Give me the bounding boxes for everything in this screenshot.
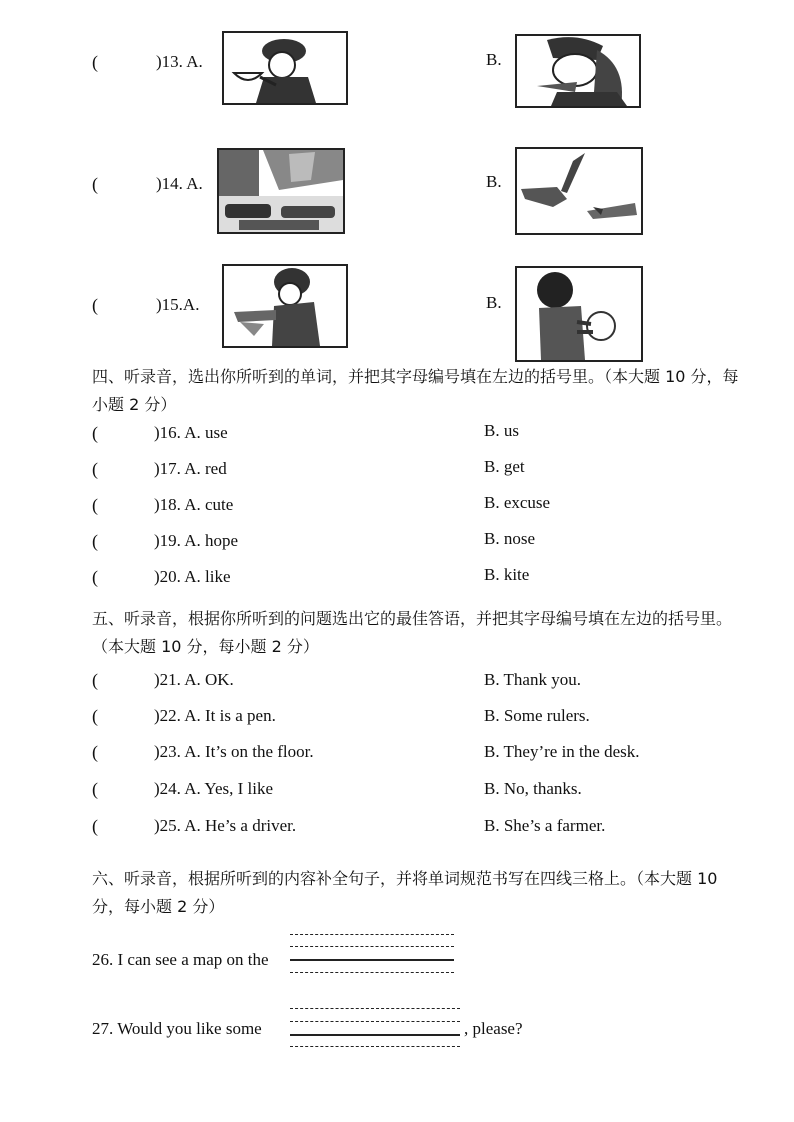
answer-paren[interactable]: ( (92, 670, 98, 690)
option-b: B. get (484, 457, 525, 476)
answer-paren[interactable]: ( (92, 495, 98, 515)
answer-paren[interactable]: ( (92, 816, 98, 836)
question-number: )14. A. (156, 174, 203, 193)
answer-paren[interactable]: ( (92, 531, 98, 551)
option-b: B. excuse (484, 493, 551, 512)
option-a: )24. A. Yes, I like (154, 779, 274, 798)
child-washing-face-image (517, 36, 639, 106)
option-a: )20. A. like (154, 567, 231, 586)
option-a-picture[interactable] (217, 148, 345, 234)
option-a: )16. A. use (154, 423, 228, 442)
option-b: B. Thank you. (484, 670, 581, 689)
answer-paren[interactable]: ( (92, 423, 98, 443)
grid-line (290, 946, 454, 947)
option-b-label: B. (486, 293, 502, 312)
option-b: B. No, thanks. (484, 779, 582, 798)
answer-paren[interactable]: ( (92, 52, 98, 72)
child-eating-image (224, 33, 346, 103)
answer-paren[interactable]: ( (92, 742, 98, 762)
four-line-grid-26[interactable] (290, 934, 454, 978)
grid-line (290, 972, 454, 973)
option-b: B. us (484, 421, 519, 440)
option-b: B. She’s a farmer. (484, 816, 606, 835)
option-b-label: B. (486, 172, 502, 191)
option-b: B. They’re in the desk. (484, 742, 640, 761)
question-number: )13. A. (156, 52, 203, 71)
section-5-title: 五、听录音，根据你所听到的问题选出它的最佳答语，并把其字母编号填在左边的括号里。（本大题 10 分，每小题 2 分） (92, 609, 733, 656)
option-b: B. Some rulers. (484, 706, 590, 725)
option-b-label: B. (486, 50, 502, 69)
option-a: )21. A. OK. (154, 670, 234, 689)
option-a: )18. A. cute (154, 495, 234, 514)
answer-paren[interactable]: ( (92, 706, 98, 726)
option-a: )22. A. It is a pen. (154, 706, 276, 725)
answer-paren[interactable]: ( (92, 779, 98, 799)
question-27-suffix: , please? (464, 1019, 523, 1038)
grid-line (290, 1021, 460, 1022)
grid-baseline (290, 1034, 460, 1036)
section-4-title: 四、听录音，选出你所听到的单词，并把其字母编号填在左边的括号里。（本大题 10 分，每小题 2 分） (92, 367, 739, 414)
street-cars-image (219, 150, 343, 232)
grid-line (290, 934, 454, 935)
section-6-title: 六、听录音，根据所听到的内容补全句子，并将单词规范书写在四线三格上。（本大题 10 分，每小题 2 分） (92, 869, 718, 916)
grid-line (290, 1046, 460, 1047)
option-a-picture[interactable] (222, 31, 348, 105)
child-reaching-image (224, 266, 346, 346)
grid-line (290, 1008, 460, 1009)
option-a-picture[interactable] (222, 264, 348, 348)
hands-knife-image (517, 149, 641, 233)
option-b-picture[interactable] (515, 34, 641, 108)
option-a: )19. A. hope (154, 531, 239, 550)
option-a: )23. A. It’s on the floor. (154, 742, 314, 761)
option-b: B. nose (484, 529, 535, 548)
answer-paren[interactable]: ( (92, 567, 98, 587)
option-b-picture[interactable] (515, 266, 643, 362)
answer-paren[interactable]: ( (92, 295, 98, 315)
question-26: 26. I can see a map on the (92, 950, 269, 969)
four-line-grid-27[interactable] (290, 1008, 460, 1050)
option-b: B. kite (484, 565, 530, 584)
answer-paren[interactable]: ( (92, 459, 98, 479)
option-a: )25. A. He’s a driver. (154, 816, 297, 835)
answer-paren[interactable]: ( (92, 174, 98, 194)
option-b-picture[interactable] (515, 147, 643, 235)
question-number: )15.A. (156, 295, 200, 314)
girl-holding-ball-image (517, 268, 641, 360)
option-a: )17. A. red (154, 459, 227, 478)
grid-baseline (290, 959, 454, 961)
question-27: 27. Would you like some (92, 1019, 262, 1038)
